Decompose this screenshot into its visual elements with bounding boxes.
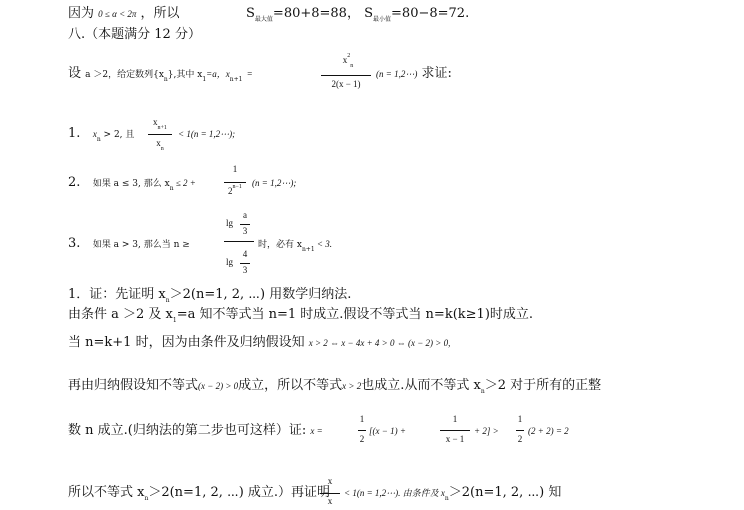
text: ＞2 对于所有的正整 xyxy=(484,378,602,393)
problem-fraction-num xyxy=(336,53,360,69)
text: 如果 a > 3, 那么当 n ≥ xyxy=(92,240,190,250)
p5-tail: + 2] > xyxy=(474,426,499,436)
fraction-bar xyxy=(320,493,340,494)
text: 也成立.从而不等式 x xyxy=(361,378,481,393)
text: 因为 xyxy=(68,6,95,21)
math: x > 2 xyxy=(342,381,362,391)
math: x > 2 ⇔ x − 4x + 4 > 0 ⇔ (x − 2) > 0, xyxy=(308,338,451,348)
p5-h2-num: 1 xyxy=(517,414,523,424)
math: x xyxy=(92,129,97,139)
text: ＞2(n=1, 2, ⋯) 用数学归纳法. xyxy=(169,287,352,302)
proof-4 xyxy=(68,378,601,396)
sub: 1 xyxy=(172,317,177,324)
text: 1．证：先证明 x xyxy=(68,287,166,302)
p5-den: x − 1 xyxy=(445,434,465,444)
item3-lg1: lg xyxy=(226,218,234,228)
subscript: n xyxy=(163,76,168,83)
sub: n xyxy=(165,297,170,304)
text: a ＞2，给定数列{x xyxy=(85,70,164,80)
math: x = xyxy=(310,426,323,436)
text: 如果 a ≤ 3, 那么 x xyxy=(92,179,170,189)
item3-lg2: lg xyxy=(226,257,234,267)
text: 当 n=k+1 时，因为由条件及归纳假设知 xyxy=(68,335,305,350)
section-title: 八.（本题满分 12 分） xyxy=(68,27,201,42)
item1-num xyxy=(148,117,172,131)
item1-tail: < 1(n = 1,2⋯); xyxy=(178,129,236,139)
text: 由条件 a ＞2 及 x xyxy=(68,307,173,322)
item2-num: 1 xyxy=(232,164,238,174)
math: < 1(n = 1,2⋯). 由条件及 x xyxy=(344,488,445,498)
text: 设 xyxy=(68,66,82,81)
smax xyxy=(246,6,469,24)
text: 时，必有 x xyxy=(258,240,302,250)
sup: 2 xyxy=(347,53,351,59)
fraction-bar xyxy=(224,182,246,183)
text: > 2, 且 xyxy=(100,130,135,140)
math: =a，x xyxy=(206,69,230,79)
fraction-bar-main xyxy=(224,241,254,242)
item-1 xyxy=(68,126,134,144)
item-2 xyxy=(68,175,196,193)
subscript: n+1 xyxy=(229,76,243,83)
label: 2. xyxy=(68,175,81,190)
sub: n xyxy=(96,136,101,143)
subscript: 1 xyxy=(202,76,207,83)
text: },其中 x xyxy=(167,70,203,80)
text: 数 n 成立.(归纳法的第二步也可这样）证: xyxy=(68,423,307,438)
p5-mid: [(x − 1) + xyxy=(369,426,406,436)
p5-half-num: 1 xyxy=(359,414,365,424)
fraction-bar xyxy=(321,75,371,76)
subscript: 最小值 xyxy=(373,16,392,23)
sub: n xyxy=(160,146,164,152)
fraction-bar xyxy=(240,224,250,225)
text: 再由归纳假设知不等式 xyxy=(68,378,199,393)
proof-6 xyxy=(68,485,330,503)
math: = xyxy=(246,69,253,79)
item2-den xyxy=(224,186,246,196)
math: ≤ 2 + xyxy=(173,178,196,188)
line-1 xyxy=(68,6,180,22)
p6-den: x xyxy=(327,496,333,506)
math: < 3. xyxy=(314,239,332,249)
sub: n xyxy=(480,388,485,395)
fraction-bar xyxy=(148,134,172,135)
proof-6-tail xyxy=(344,485,561,503)
item1-den xyxy=(148,138,172,152)
math: (x − 2) > 0 xyxy=(198,381,239,391)
value: =80+8=88， xyxy=(272,6,360,21)
math: (n = 1,2⋯) xyxy=(376,69,418,79)
s-label: S xyxy=(246,6,255,21)
proof-5 xyxy=(68,423,323,439)
fraction-bar xyxy=(358,430,366,431)
p5-end: (2 + 2) = 2 xyxy=(528,426,569,436)
item3-a: a xyxy=(243,210,247,220)
den: 2 xyxy=(228,186,233,196)
den: x xyxy=(156,138,161,148)
item3-f-den: 3 xyxy=(242,265,248,275)
item2-tail: (n = 1,2⋯); xyxy=(252,178,297,188)
range-math: 0 ≤ α < 2π xyxy=(98,9,137,19)
text: 成立，所以不等式 xyxy=(238,378,343,393)
problem-fraction-den: 2(x − 1) xyxy=(331,79,361,89)
fraction-bar xyxy=(240,263,250,264)
value: =80−8=72. xyxy=(391,6,470,21)
p5-half-den: 2 xyxy=(359,434,365,444)
sub: n+1 xyxy=(301,246,315,253)
subscript: 最大值 xyxy=(254,16,273,23)
num: x xyxy=(153,117,158,127)
p5-one: 1 xyxy=(452,414,458,424)
sub: n xyxy=(444,495,449,502)
p6-num: x xyxy=(327,476,333,486)
proof-1 xyxy=(68,287,351,305)
proof-2 xyxy=(68,307,533,325)
problem-intro xyxy=(68,66,253,84)
item3-tail xyxy=(258,236,332,254)
text: 求证: xyxy=(421,66,452,81)
text: ，所以 xyxy=(140,6,180,21)
text: ＞2(n=1, 2, ⋯) 成立.）再证明 xyxy=(148,485,331,500)
item3-f: 4 xyxy=(242,249,248,259)
proof-3 xyxy=(68,335,450,351)
item-3 xyxy=(68,236,190,253)
text: 所以不等式 x xyxy=(68,485,145,500)
label: 3. xyxy=(68,236,81,251)
fraction-bar xyxy=(516,430,524,431)
problem-tail xyxy=(376,66,452,82)
sub: n xyxy=(144,495,149,502)
num: x xyxy=(342,55,348,65)
sub: n xyxy=(169,185,174,192)
s-label: S xyxy=(364,6,374,21)
fraction-bar xyxy=(440,430,470,431)
sup: n−1 xyxy=(232,184,242,190)
sub: n xyxy=(350,63,354,69)
text: =a 知不等式当 n=1 时成立.假设不等式当 n=k(k≥1)时成立. xyxy=(176,307,534,322)
text: ＞2(n=1, 2, ⋯) 知 xyxy=(448,485,562,500)
label: 1. xyxy=(68,126,81,141)
p5-h2-den: 2 xyxy=(517,434,523,444)
item3-a-den: 3 xyxy=(242,226,248,236)
sub: n+1 xyxy=(157,125,167,131)
